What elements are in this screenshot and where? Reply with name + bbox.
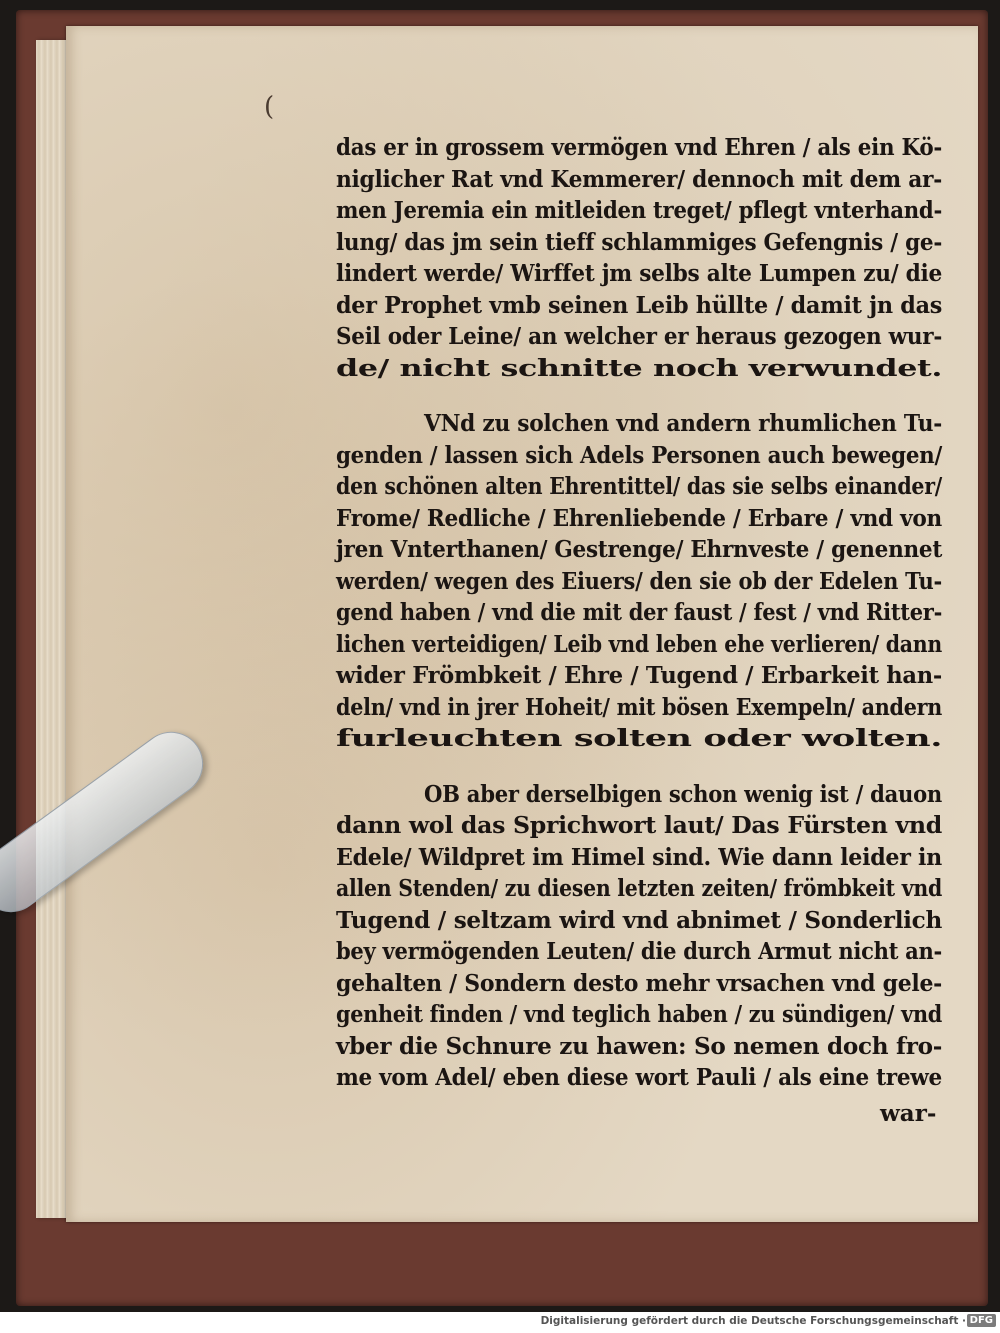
text-line: genden / lassen sich Adels Personen auch bewegen/ <box>336 441 942 469</box>
text-line: dann wol das Sprichwort laut/ Das Fürsten vnd <box>336 812 942 839</box>
catchword: war- <box>880 1100 937 1127</box>
paragraph-1 <box>336 132 942 384</box>
text-line: werden/ wegen des Eiuers/ den sie ob der Edelen Tu- <box>336 567 942 595</box>
text-line: bey vermögenden Leuten/ die durch Armut nicht an- <box>336 938 942 965</box>
margin-mark: ( <box>264 92 275 122</box>
text-line: lindert werde/ Wirffet jm selbs alte Lumpen zu/ die <box>336 260 942 287</box>
text-line: lichen verteidigen/ Leib vnd leben ehe verlieren/ dann <box>336 630 942 658</box>
dfg-logo-icon: DFG <box>967 1314 996 1327</box>
footer-credit: Digitalisierung gefördert durch die Deutsche Forschungsgemeinschaft · <box>540 1315 966 1327</box>
page-body-text <box>336 132 942 1094</box>
text-line: vber die Schnure zu hawen: So nemen doch fro- <box>336 1032 942 1060</box>
paragraph-2 <box>336 408 942 755</box>
text-line: Frome/ Redliche / Ehrenliebende / Erbare / vnd von <box>336 504 942 532</box>
text-line: der Prophet vmb seinen Leib hüllte / damit jn das <box>336 291 942 319</box>
text-line: niglicher Rat vnd Kemmerer/ dennoch mit dem ar- <box>336 165 942 193</box>
text-line: deln/ vnd in jrer Hoheit/ mit bösen Exempeln/ andern <box>336 693 942 721</box>
text-line: me vom Adel/ eben diese wort Pauli / als eine trewe <box>336 1064 942 1091</box>
paragraph-3 <box>336 779 942 1094</box>
text-line: den schönen alten Ehrentittel/ das sie selbs einander/ <box>336 473 942 500</box>
text-line: Edele/ Wildpret im Himel sind. Wie dann leider in <box>336 843 942 871</box>
text-line: VNd zu solchen vnd andern rhumlichen Tu- <box>424 410 942 437</box>
text-line: das er in grossem vermögen vnd Ehren / als ein Kö- <box>336 134 942 161</box>
text-line: Tugend / seltzam wird vnd abnimet / Sonderlich <box>336 906 942 934</box>
text-line: gend haben / vnd die mit der faust / fest / vnd Ritter- <box>336 599 942 626</box>
text-line: wider Frömbkeit / Ehre / Tugend / Erbarkeit han- <box>336 662 942 689</box>
text-line: furleuchten solten oder wolten. <box>336 725 942 752</box>
digitization-footer <box>0 1312 1000 1333</box>
text-line: genheit finden / vnd teglich haben / zu sündigen/ vnd <box>336 1001 942 1028</box>
text-line: de/ nicht schnitte noch verwundet. <box>336 354 942 382</box>
text-line: jren Vnterthanen/ Gestrenge/ Ehrnveste / genennet <box>336 536 942 563</box>
text-line: gehalten / Sondern desto mehr vrsachen vnd gele- <box>336 969 942 997</box>
text-line: Seil oder Leine/ an welcher er heraus gezogen wur- <box>336 323 942 350</box>
text-line: allen Stenden/ zu diesen letzten zeiten/ frömbkeit vnd <box>336 875 942 902</box>
text-line: lung/ das jm sein tieff schlammiges Gefengnis / ge- <box>336 228 942 256</box>
text-line: men Jeremia ein mitleiden treget/ pflegt vnterhand- <box>336 197 942 224</box>
text-line: OB aber derselbigen schon wenig ist / dauon <box>424 780 942 808</box>
